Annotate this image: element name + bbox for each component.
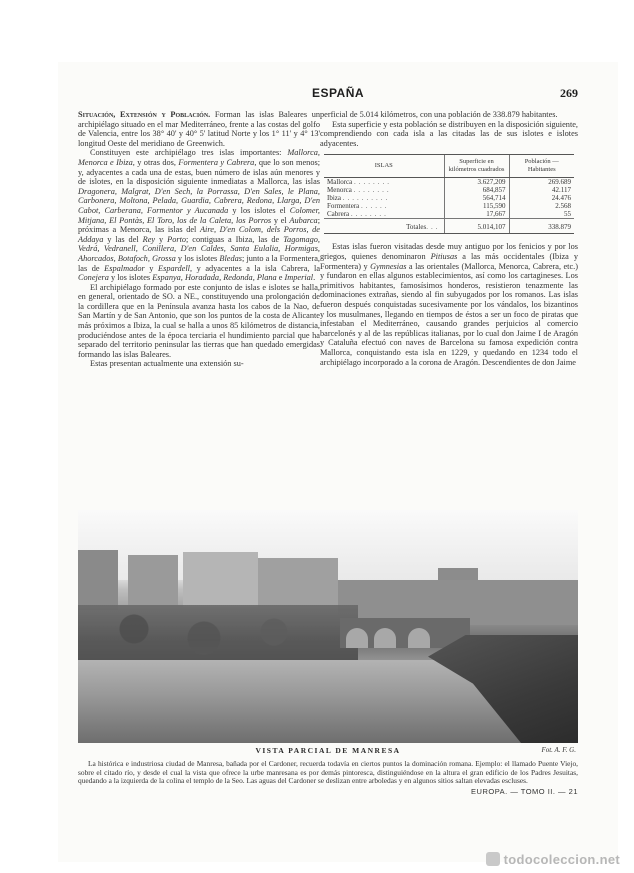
table-row: Ibiza .......... 564,714 24.476 (324, 194, 574, 202)
page-title: ESPAÑA (311, 86, 365, 100)
photo-building (128, 555, 178, 605)
photo-bridge-arch (408, 628, 430, 648)
paragraph-situacion: Situación, Extensión y Población. Forman las islas Baleares un archipiélago situado en el mar Mediterráneo, frente a las costas del golfo de Valencia, entre los 38° 40' y 40° 5' latitud Norte y los 1° 11' y 4° 13' longitud Oeste del meridiano de Greenwich. (78, 110, 320, 148)
paragraph-extension: Estas presentan actualmente una extensión su- (90, 359, 244, 369)
document-page (58, 62, 618, 862)
paragraph-superficie: perficial de 5.014 kilómetros, con una población de 338.879 habitantes. (320, 110, 558, 119)
figure-caption-row (78, 746, 578, 758)
left-column (78, 110, 320, 369)
paragraph-islas: Constituyen este archipiélago tres islas importantes: Mallorca, Menorca e Ibiza, y otras dos, Formentera y Cabrera, que lo son menos; y, adyacentes a cada una de estas, buen número de islas aún menores y de islotes, en la disposición siguiente inmediatas a Mallorca, las islas Dragonera, Malgrat, D'en Sech, la Porrassa, D'en Sales, le Plana, Carbonera, Moltona, Pelada, Guardia, Cabrera, Redona, Llarga, D'en Cabot, Carberana, Formentor y Aucanada y los islotes el Colomer, Mitjana, El Pontàs, El Toro, los de la Caleta, los Porros y el Aubarca; próximas a Menorca, las islas del Aire, D'en Colom, dels Porros, de Addaya y las del Rey y Porto; contiguas a Ibiza, las de Tagomago, Vedrá, Vedranell, Conillera, D'en Caldes, Santa Eulalia, Hormigas, Ahorcados, Botafoch, Grossa y los islotes Bledas; junto a la Formentera, las de Espalmador y Espardell, y adyacentes a la isla Cabrera, la Conejera y los islotes Espanya, Horadada, Redonda, Plana e Imperial. (78, 148, 321, 283)
photo-bridge-arch (374, 628, 396, 648)
table-header-row (324, 155, 574, 178)
paragraph-archipielago: El archipiélago formado por este conjunto de islas e islotes se halla, en general, orientado de SO. a NE., constituyendo una prolongación de la cordillera que en la Península avanza hasta los cabos de la Nao, de San Martín y de San Antonio, que son los puntos de la costa de Alicante más próximos a Ibiza, la cual se halla a unos 85 kilómetros de distancia, produciéndose antes de la época terciaria el hundimiento parcial que ha separado del territorio peninsular las tierras que han quedado emergidas formando las islas Baleares. (78, 282, 320, 359)
photo-building (258, 558, 338, 610)
table-row: Menorca ........ 684,857 42.117 (324, 186, 574, 194)
islands-table (324, 154, 574, 234)
table-row: Mallorca ........ 3.627,209 269.689 (324, 178, 574, 187)
paragraph-distribucion: Esta superficie y esta población se distribuyen en la disposición siguiente, comprendiendo con cada isla a las citadas las de sus islotes e islotes adyacentes. (320, 119, 578, 148)
photo-credit: Fot. A. F. G. (541, 746, 576, 754)
figure-title: VISTA PARCIAL DE MANRESA (255, 746, 401, 755)
manresa-photograph (78, 510, 578, 743)
watermark: todocoleccion.net (486, 852, 620, 867)
photo-building (183, 552, 258, 607)
paragraph-historia: Estas islas fueron visitadas desde muy antiguo por los fenicios y por los griegos, quienes denominaron Pitiusas a las más occidentales (Ibiza y Formentera) y Gymnesias a las orientales (Mallorca, Menorca, Cabrera, etc.) y fundaron en ellas algunos establecimientos, así como los cartagineses. Los primitivos habitantes, famosísimos honderos, resistieron tenazmente las dominaciones extrañas, siendo al fin subyugados por los romanos. Las islas fueron después conquistadas sucesivamente por los vándalos, los bizantinos y los musulmanes, llegando en tiempos de éstos a ser un foco de piratas que infestaban el Mediterráneo, causando grandes perjuicios al comercio barcelonés y al de las repúblicas italianas, por lo cual don Jaime I de Aragón y Cataluña efectuó con naves de Barcelona su famosa expedición contra Mallorca, conquistando esta isla en 1229, y quedando en 1234 todo el archipiélago incorporado a la corona de Aragón. Descendientes de don Jaime (320, 242, 578, 367)
table-row: Cabrera ........ 17,667 55 (324, 210, 574, 219)
table-total-row: Totales... 5.014,107 338.879 (324, 219, 574, 234)
photo-trees (78, 605, 358, 665)
photo-building (78, 550, 118, 610)
watermark-logo-icon (486, 852, 500, 866)
figure-description: La histórica e industriosa ciudad de Manresa, bañada por el Cardoner, recuerda todavía en ciertos puntos la dominación romana. Ejemplo: el llamado Puente Viejo, sobre el citado río, y desde el cual la vista que ofrece la urbe manresana es por demás pintoresca, distinguiéndose en la altura el gran edificio de los Padres Jesuitas, quedando a la izquierda de la colina el templo de la Seo. Las aguas del Cardoner se deslizan entre arboledas y en algunos sitios saltan elevadas escluses. (78, 759, 578, 786)
column-header-superficie: Superficie en kilómetros cuadrados (444, 155, 509, 178)
section-lead: Situación, Extensión y Población. (78, 110, 211, 119)
right-column (320, 110, 578, 367)
photo-bridge-arch (346, 628, 368, 648)
page-header (58, 86, 618, 102)
table-row: Formentera ...... 115,590 2.568 (324, 202, 574, 210)
page-footer: EUROPA. — TOMO II. — 21 (471, 787, 578, 796)
page-number: 269 (560, 86, 578, 100)
column-header-poblacion: Población — Habitantes (509, 155, 574, 178)
column-header-islas: ISLAS (324, 155, 444, 178)
